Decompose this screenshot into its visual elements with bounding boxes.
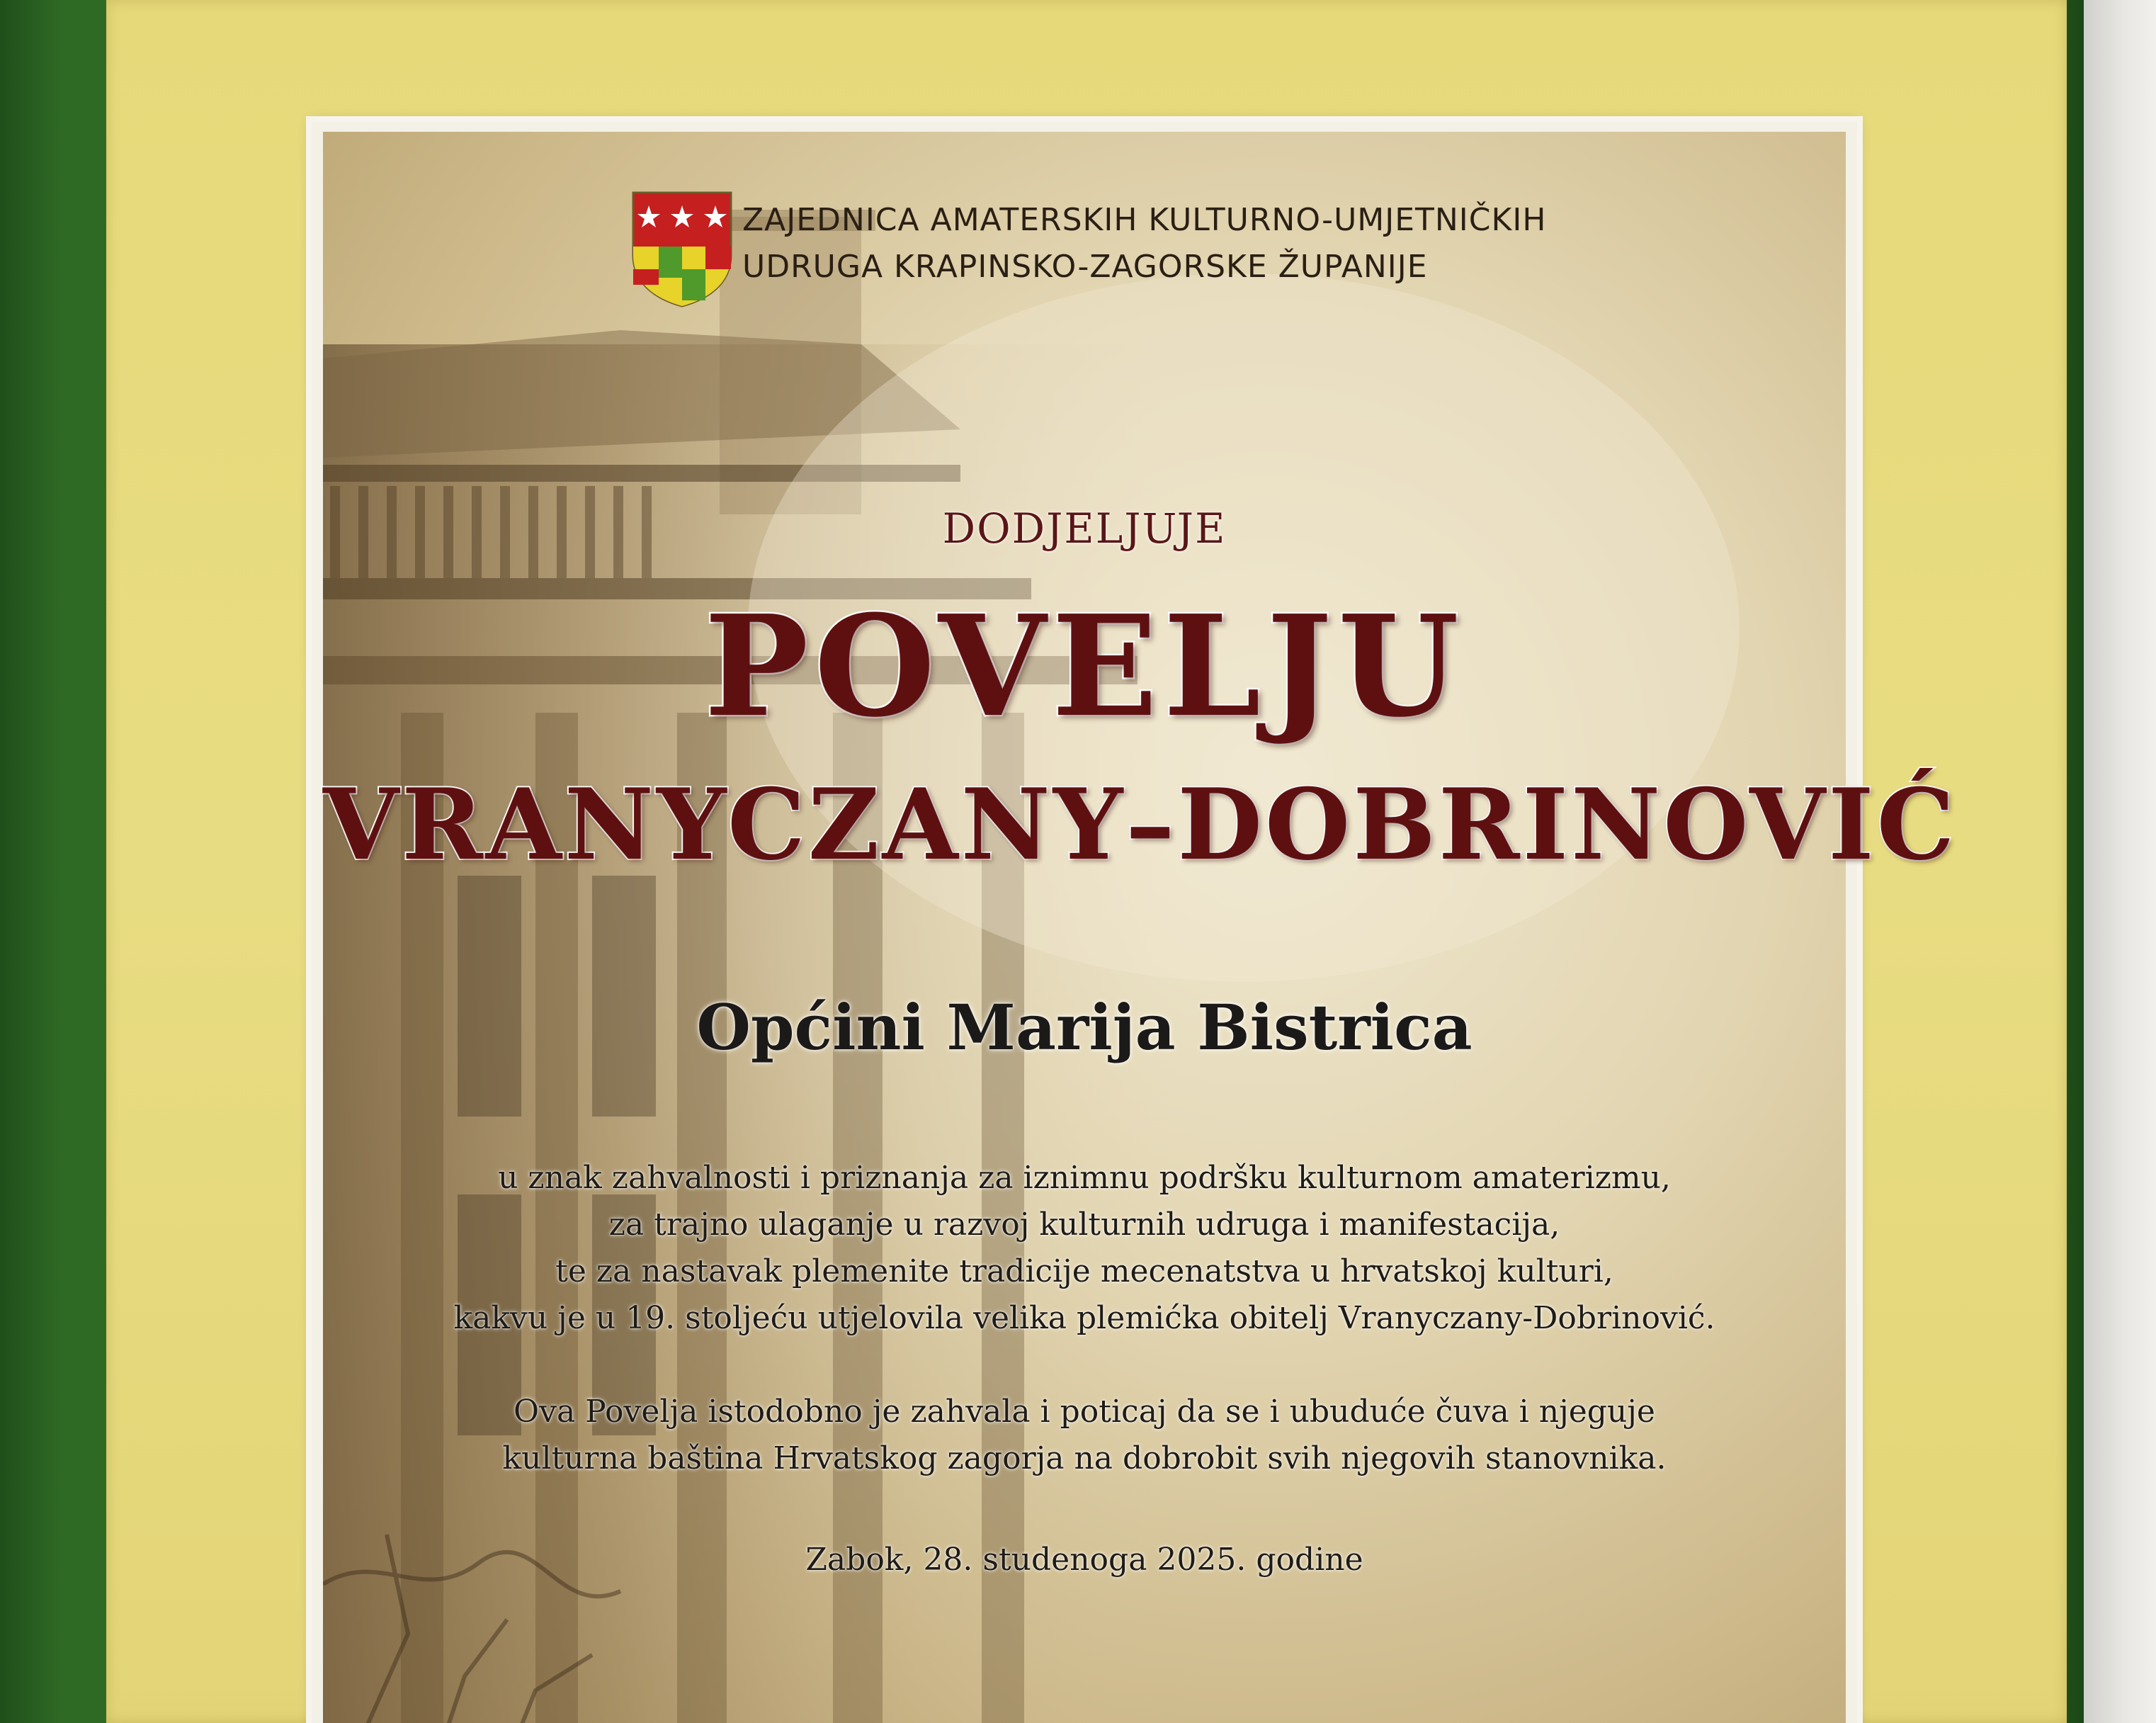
- organization-name: [742, 197, 1547, 290]
- body-line: u znak zahvalnosti i priznanja za iznimnu podršku kulturnom amaterizmu,: [498, 1160, 1671, 1196]
- certificate-body: [323, 1155, 1846, 1482]
- recipient-name: Općini Marija Bistrica: [696, 990, 1473, 1064]
- paragraph-gap: [323, 1342, 1846, 1389]
- body-line: kulturna baština Hrvatskog zagorja na dobrobit svih njegovih stanovnika.: [502, 1440, 1667, 1476]
- county-coat-of-arms-logo: [630, 190, 734, 309]
- organization-line-2: UDRUGA KRAPINSKO-ZAGORSKE ŽUPANIJE: [742, 249, 1428, 285]
- certificate-title: POVELJU: [704, 585, 1465, 748]
- manor-illustration: [323, 132, 1958, 1723]
- organization-line-1: ZAJEDNICA AMATERSKIH KULTURNO-UMJETNIČKIH: [742, 202, 1547, 238]
- body-line: kakvu je u 19. stoljeću utjelovila velika plemićka obitelj Vranyczany-Dobrinović.: [453, 1300, 1715, 1336]
- body-line: Ova Povelja istodobno je zahvala i poticaj da se i ubuduće čuva i njeguje: [514, 1394, 1655, 1430]
- dateline: Zabok, 28. studenoga 2025. godine: [805, 1542, 1363, 1578]
- body-line: za trajno ulaganje u razvoj kulturnih udruga i manifestacija,: [608, 1207, 1560, 1243]
- awards-label: DODJELJUJE: [942, 504, 1227, 553]
- wall: [2082, 0, 2156, 1723]
- sepia-background-image: [323, 132, 1958, 1723]
- certificate-subtitle: VRANYCZANY–DOBRINOVIĆ: [323, 767, 1958, 882]
- body-line: te za nastavak plemenite tradicije mecenatstva u hrvatskoj kulturi,: [555, 1253, 1613, 1289]
